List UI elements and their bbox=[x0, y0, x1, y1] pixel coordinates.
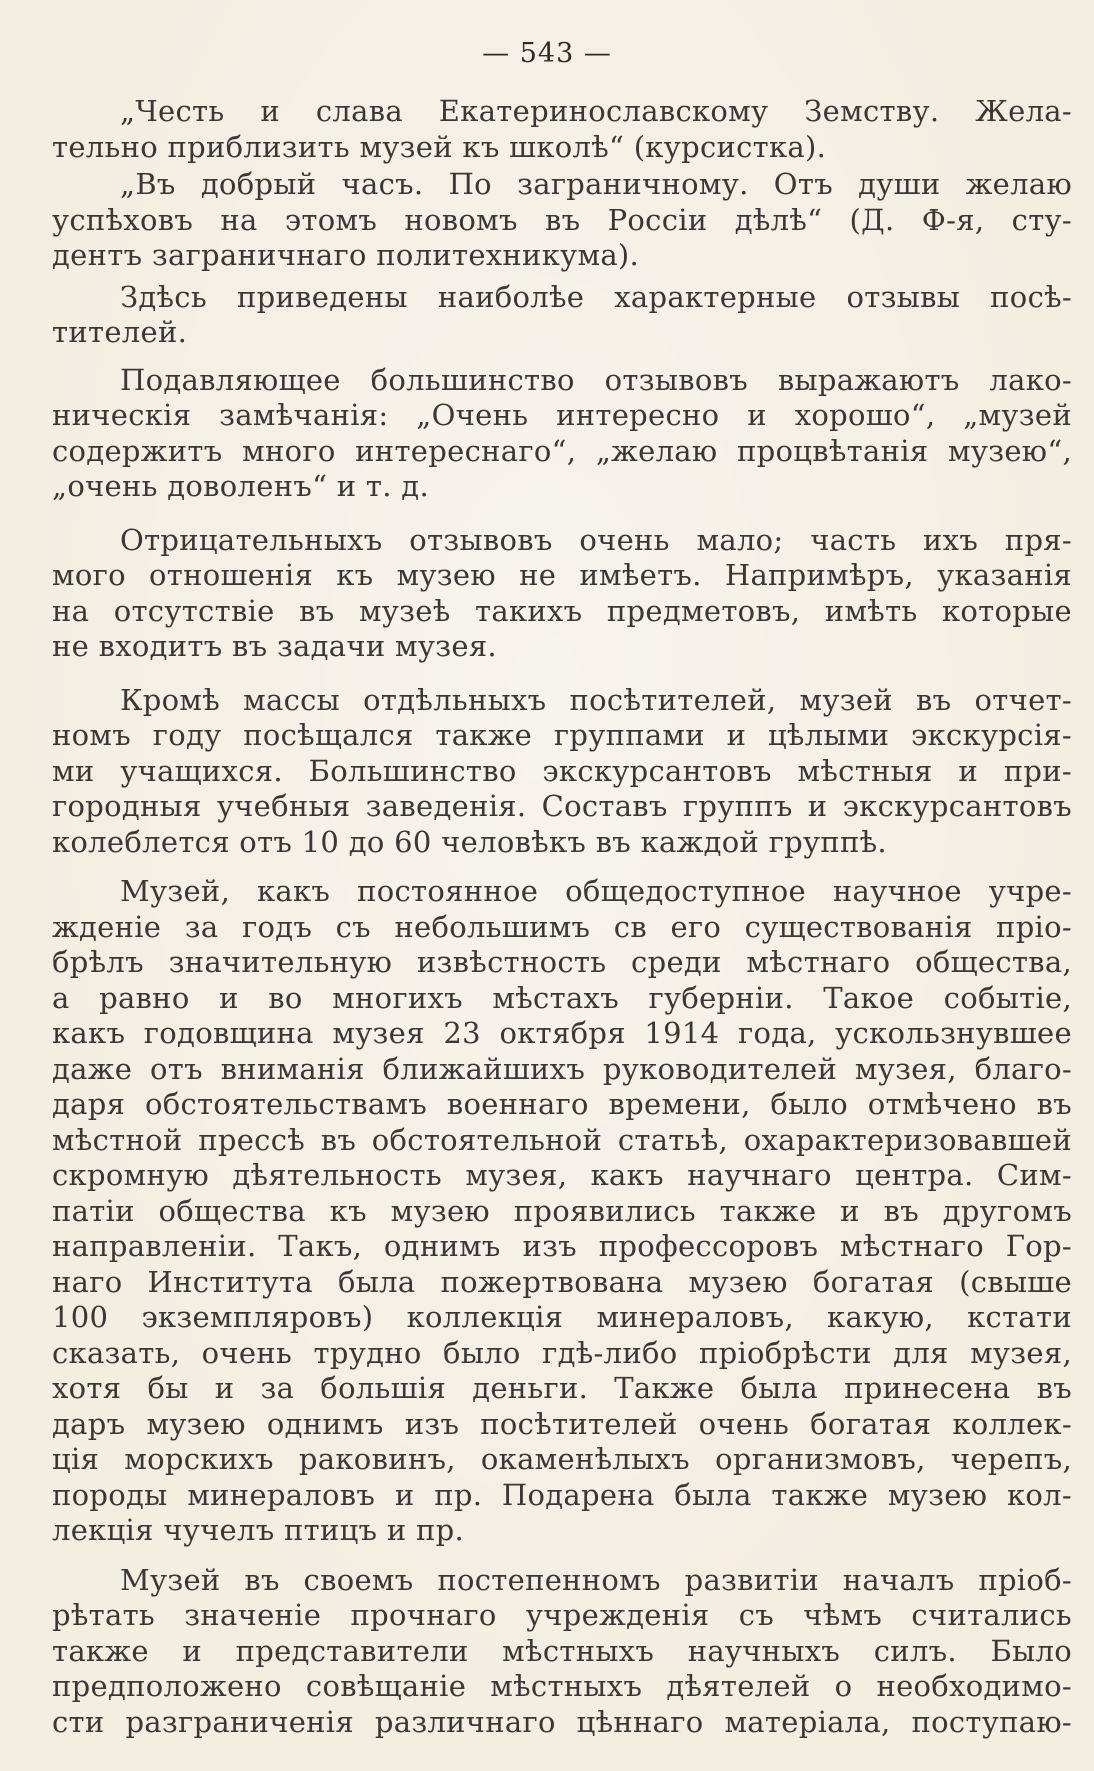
text-line: 100 экземпляровъ) коллекція минераловъ, какую, кстати bbox=[52, 1300, 1072, 1334]
text-line: жденіе за годъ съ небольшимъ св его существованія пріо- bbox=[52, 909, 1072, 944]
text-line: „очень доволенъ“ и т. д. bbox=[52, 469, 429, 503]
text-line: мого отношенія къ музею не имѣетъ. Напримѣръ, указанія bbox=[52, 558, 1072, 592]
text-line: ція морскихъ раковинъ, окаменѣлыхъ организмовъ, черепъ, bbox=[52, 1442, 1072, 1476]
text-line: мѣстной прессѣ въ обстоятельной статьѣ, охарактеризовавшей bbox=[52, 1122, 1072, 1157]
text-line: успѣховъ на этомъ новомъ въ Россіи дѣлѣ“ (Д. Ф-я, сту- bbox=[52, 202, 1072, 237]
paragraph bbox=[52, 94, 1072, 165]
text-line: Кромѣ массы отдѣльныхъ посѣтителей, музей въ отчет- bbox=[120, 682, 1072, 717]
text-line: тителей. bbox=[52, 315, 188, 349]
text-line: Подавляющее большинство отзывовъ выражаютъ лако- bbox=[120, 362, 1072, 397]
text-line: Здѣсь приведены наиболѣе характерные отзывы посѣ- bbox=[120, 279, 1072, 314]
text-line: Музей въ своемъ постепенномъ развитіи началъ пріоб- bbox=[120, 1562, 1072, 1597]
text-line: не входитъ въ задачи музея. bbox=[52, 629, 497, 663]
text-line: ническія замѣчанія: „Очень интересно и хорошо“, „музей bbox=[52, 398, 1072, 432]
paragraph bbox=[52, 683, 1072, 861]
text-line: породы минераловъ и пр. Подарена была также музею кол- bbox=[52, 1477, 1072, 1512]
text-line: колеблется отъ 10 до 60 человѣкъ въ каждой группѣ. bbox=[52, 824, 887, 859]
text-line: какъ годовщина музея 23 октября 1914 года, ускользнувшее bbox=[52, 1016, 1072, 1050]
text-line: содержитъ много интереснаго“, „желаю процвѣтанія музею“, bbox=[52, 433, 1072, 468]
paragraph bbox=[52, 167, 1072, 274]
text-line: Отрицательныхъ отзывовъ очень мало; часть ихъ пря- bbox=[120, 522, 1072, 557]
text-line: направленіи. Такъ, однимъ изъ профессоровъ мѣстнаго Гор- bbox=[52, 1229, 1072, 1263]
text-line: а равно и во многихъ мѣстахъ губерніи. Такое событіе, bbox=[52, 980, 1072, 1015]
text-line: брѣлъ значительную извѣстность среди мѣстнаго общества, bbox=[52, 945, 1072, 979]
text-line: предположено совѣщаніе мѣстныхъ дѣятелей о необходимо- bbox=[52, 1669, 1072, 1703]
text-line: хотя бы и за большія деньги. Также была принесена въ bbox=[52, 1371, 1072, 1405]
text-line: номъ году посѣщался также группами и цѣлыми экскурсія- bbox=[52, 718, 1072, 752]
text-line: „Честь и слава Екатеринославскому Земству. Жела- bbox=[120, 94, 1072, 128]
page-number: — 543 — bbox=[482, 38, 612, 69]
text-line: даръ музею однимъ изъ посѣтителей очень богатая коллек- bbox=[52, 1406, 1072, 1441]
text-line: наго Института была пожертвована музею богатая (свыше bbox=[52, 1264, 1072, 1299]
text-line: даже отъ вниманія ближайшихъ руководителей музея, благо- bbox=[52, 1051, 1072, 1086]
text-line: дентъ заграничнаго политехникума). bbox=[52, 238, 640, 272]
paragraph bbox=[52, 1563, 1072, 1741]
text-line: даря обстоятельствамъ военнаго времени, было отмѣчено въ bbox=[52, 1087, 1072, 1121]
text-line: Музей, какъ постоянное общедоступное научное учре- bbox=[120, 874, 1072, 908]
paragraph bbox=[52, 363, 1072, 505]
text-line: городныя учебныя заведенія. Составъ группъ и экскурсантовъ bbox=[52, 789, 1072, 823]
text-line: тельно приблизить музей къ школѣ“ (курсистка). bbox=[52, 129, 827, 164]
text-line: ми учащихся. Большинство экскурсантовъ мѣстныя и при- bbox=[52, 753, 1072, 788]
text-line: лекція чучелъ птицъ и пр. bbox=[52, 1513, 464, 1547]
body-text bbox=[52, 94, 1072, 1754]
paragraph bbox=[52, 280, 1072, 351]
paragraph bbox=[52, 874, 1072, 1549]
paragraph bbox=[52, 523, 1072, 665]
text-line: также и представители мѣстныхъ научныхъ силъ. Было bbox=[52, 1633, 1072, 1668]
text-line: рѣтать значеніе прочнаго учрежденія съ чѣмъ считались bbox=[52, 1598, 1072, 1632]
text-line: скромную дѣятельность музея, какъ научнаго центра. Сим- bbox=[52, 1158, 1072, 1192]
text-line: сти разграниченія различнаго цѣннаго матеріала, поступаю- bbox=[52, 1704, 1072, 1739]
text-line: патіи общества къ музею проявились также и въ другомъ bbox=[52, 1193, 1072, 1228]
text-line: сказать, очень трудно было гдѣ-либо пріобрѣсти для музея, bbox=[52, 1335, 1072, 1370]
text-line: на отсутствіе въ музеѣ такихъ предметовъ, имѣть которые bbox=[52, 593, 1072, 628]
text-line: „Въ добрый часъ. По заграничному. Отъ души желаю bbox=[120, 167, 1072, 201]
